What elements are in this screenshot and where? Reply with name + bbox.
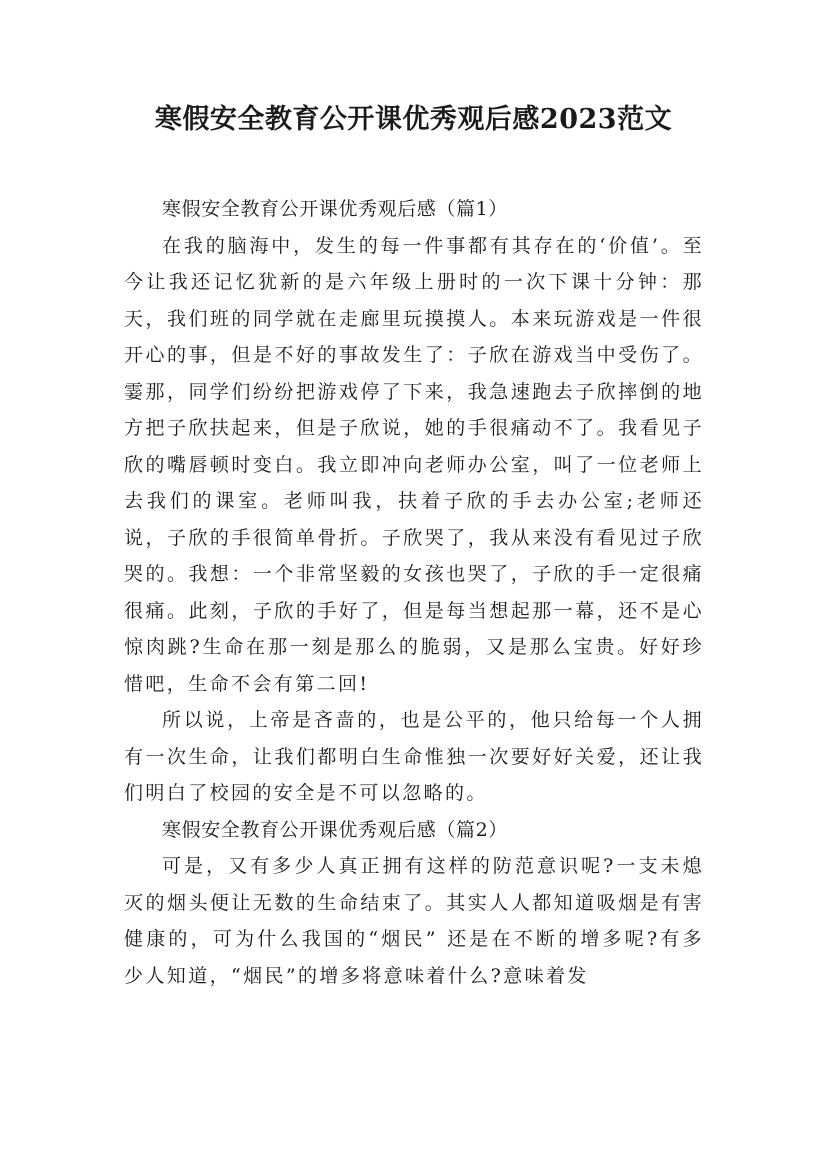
document-body (124, 191, 704, 994)
section-heading-1: 寒假安全教育公开课优秀观后感（篇1） (162, 198, 508, 220)
section-heading-2: 寒假安全教育公开课优秀观后感（篇2） (162, 818, 508, 841)
paragraph-1-1: 在我的脑海中，发生的每一件事都有其存在的‘价值’。至今让我还记忆犹新的是六年级上册时的一次下课十分钟：那天，我们班的同学就在走廊里玩摸摸人。本来玩游戏是一件很开心的事，但是不好的事故发生了：子欣在游戏当中受伤了。霎那，同学们纷纷把游戏停了下来，我急速跑去子欣摔倒的地方把子欣扶起来，但是子欣说，她的手很痛动不了。我看见子欣的嘴唇顿时变白。我立即冲向老师办公室，叫了一位老师上去我们的课室。老师叫我，扶着子欣的手去办公室;老师还说，子欣的手很简单骨折。子欣哭了，我从来没有看见过子欣哭的。我想：一个非常坚毅的女孩也哭了，子欣的手一定很痛很痛。此刻，子欣的手好了，但是每当想起那一幕，还不是心惊肉跳?生命在那一刻是那么的脆弱，又是那么宝贵。好好珍惜吧，生命不会有第二回! (124, 234, 704, 695)
paragraph-2-1: 可是，又有多少人真正拥有这样的防范意识呢?一支未熄灭的烟头便让无数的生命结束了。其实人人都知道吸烟是有害健康的，可为什么我国的“烟民” 还是在不断的增多呢?有多少人知道，“烟民”的增多将意味着什么?意味着发 (124, 855, 704, 987)
document-title: 寒假安全教育公开课优秀观后感2023范文 (154, 104, 673, 135)
paragraph-1-2: 所以说，上帝是吝啬的，也是公平的，他只给每一个人拥有一次生命，让我们都明白生命惟独一次要好好关爱，还让我们明白了校园的安全是不可以忽略的。 (124, 709, 704, 804)
